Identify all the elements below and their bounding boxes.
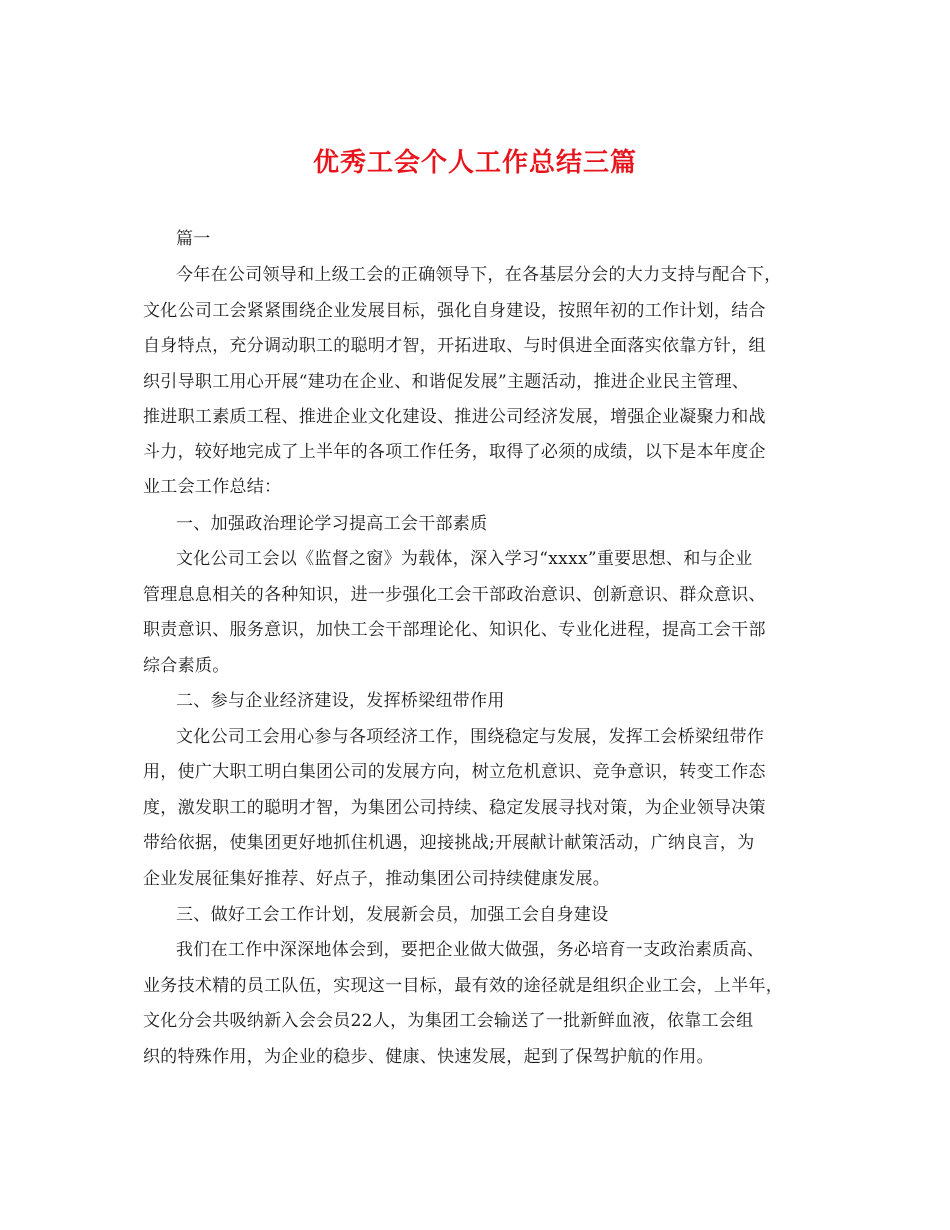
paragraph-line: 文化公司工会以《监督之窗》为载体，深入学习“xxxx”重要思想、和与企业	[176, 549, 753, 569]
paragraph-line: 自身特点，充分调动职工的聪明才智，开拓进取、与时俱进全面落实依靠方针，组	[143, 336, 766, 356]
section-heading: 篇一	[176, 229, 211, 249]
section-heading: 二、参与企业经济建设，发挥桥梁纽带作用	[176, 691, 505, 711]
paragraph-line: 文化公司工会紧紧围绕企业发展目标，强化自身建设，按照年初的工作计划，结合	[143, 301, 766, 321]
section-heading: 一、加强政治理论学习提高工会干部素质	[176, 514, 488, 534]
paragraph-line: 织的特殊作用，为企业的稳步、健康、快速发展，起到了保驾护航的作用。	[143, 1047, 714, 1067]
paragraph-line: 文化公司工会用心参与各项经济工作，围绕稳定与发展，发挥工会桥梁纽带作	[176, 727, 765, 747]
paragraph-line: 度，激发职工的聪明才智，为集团公司持续、稳定发展寻找对策，为企业领导决策	[143, 798, 766, 818]
paragraph-line: 斗力，较好地完成了上半年的各项工作任务，取得了必须的成绩，以下是本年度企	[143, 442, 766, 462]
paragraph-line: 我们在工作中深深地体会到，要把企业做大做强，务必培育一支政治素质高、	[176, 940, 765, 960]
section-heading: 三、做好工会工作计划，发展新会员，加强工会自身建设	[176, 905, 609, 925]
paragraph-line: 企业发展征集好推荐、好点子，推动集团公司持续健康发展。	[143, 869, 611, 889]
paragraph-line: 综合素质。	[143, 656, 230, 676]
paragraph-line: 用，使广大职工明白集团公司的发展方向，树立危机意识、竞争意识，转变工作态	[143, 762, 766, 782]
paragraph-line: 业务技术精的员工队伍，实现这一目标，最有效的途径就是组织企业工会，上半年，	[143, 976, 784, 996]
paragraph-line: 今年在公司领导和上级工会的正确领导下，在各基层分会的大力支持与配合下，	[176, 265, 782, 285]
paragraph-line: 带给依据，使集团更好地抓住机遇，迎接挑战;开展献计献策活动，广纳良言，为	[143, 833, 755, 853]
paragraph-line: 推进职工素质工程、推进企业文化建设、推进公司经济发展，增强企业凝聚力和战	[143, 407, 766, 427]
paragraph-line: 管理息息相关的各种知识，进一步强化工会干部政治意识、创新意识、群众意识、	[143, 585, 766, 605]
paragraph-line: 文化分会共吸纳新入会会员22人，为集团工会输送了一批新鲜血液，依靠工会组	[143, 1011, 754, 1031]
paragraph-line: 职责意识、服务意识，加快工会干部理论化、知识化、专业化进程，提高工会干部	[143, 620, 766, 640]
document-title: 优秀工会个人工作总结三篇	[312, 148, 637, 178]
paragraph-line: 织引导职工用心开展“建功在企业、和谐促发展”主题活动，推进企业民主管理、	[143, 372, 750, 392]
paragraph-line: 业工会工作总结：	[143, 477, 282, 497]
